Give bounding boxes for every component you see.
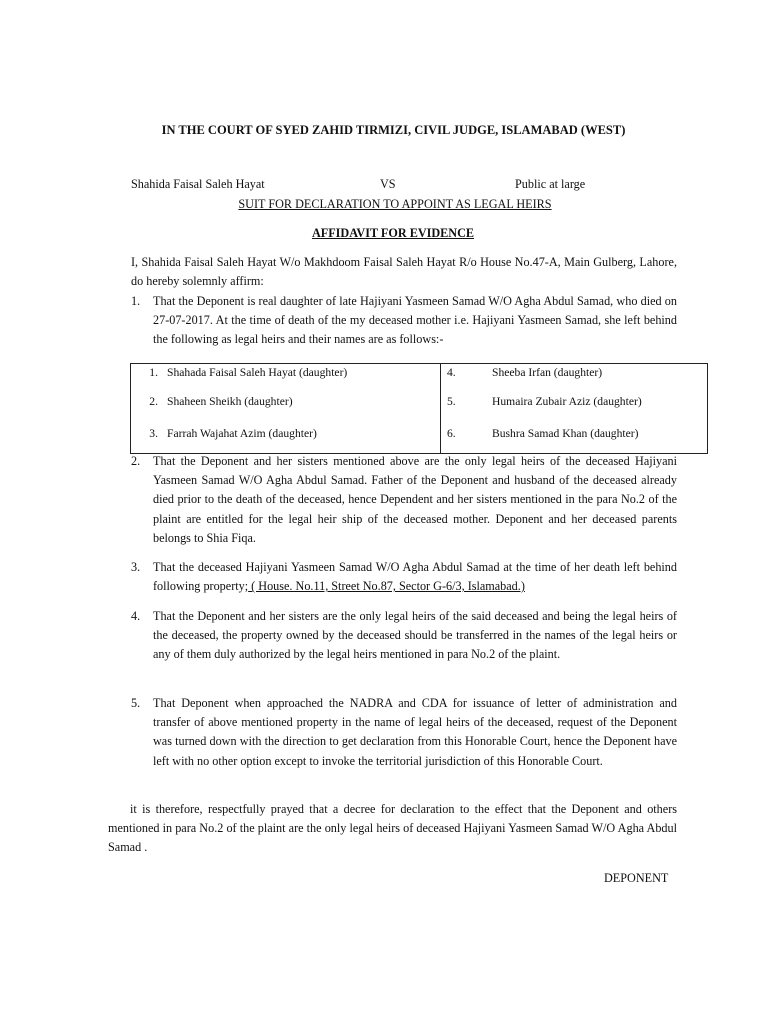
heir-name: Humaira Zubair Aziz (daughter) [492,395,642,408]
plaintiff-name: Shahida Faisal Saleh Hayat [131,177,265,191]
paragraph-text: That the Deponent is real daughter of late Hajiyani Yasmeen Samad W/O Agha Abdul Samad, who died on 27-07-2017. At the time of death of the my deceased mother i.e. Hajiyani Yasmeen Samad, she left behind the following as legal heirs and their names are as follows:- [153,294,677,347]
heir-number: 4. [447,366,456,379]
heir-number: 1. [149,366,158,379]
heir-name: Sheeba Irfan (daughter) [492,366,603,379]
paragraph-3 [131,558,677,596]
table-column-divider [440,364,441,453]
paragraph-number: 3. [131,560,141,574]
paragraph-text-main: That the deceased Hajiyani Yasmeen Samad W/O Agha Abdul Samad at the time of her death left behind following property; [153,560,677,594]
paragraph-number: 5. [131,696,141,710]
heir-name: Farrah Wajahat Azim (daughter) [167,427,317,440]
paragraph-5 [131,694,677,771]
paragraph-number: 4. [131,609,141,623]
defendant-name: Public at large [515,177,586,191]
heir-row [136,392,293,411]
suit-title: SUIT FOR DECLARATION TO APPOINT AS LEGAL HEIRS [238,197,552,211]
property-address: ( House. No.11, Street No.87, Sector G-6/3, Islamabad.) [248,579,525,594]
heir-number: 2. [149,395,158,408]
paragraph-text: That the Deponent and her sisters are the only legal heirs of the said deceased and being the legal heirs of the deceased, the property owned by the deceased should be transferred in the names of the legal heirs or any of them duly authorized by the legal heirs mentioned in para No.2 of the plaint. [153,609,677,662]
paragraph-number: 2. [131,454,141,468]
paragraph-1 [131,292,677,350]
heir-row [447,363,602,382]
paragraph-number: 1. [131,294,141,308]
heir-number: 5. [447,395,456,408]
heir-name: Shaheen Sheikh (daughter) [167,395,293,408]
heir-row [136,363,347,382]
heir-row [136,424,317,443]
document-heading: AFFIDAVIT FOR EVIDENCE [311,226,475,240]
versus-label: VS [380,177,396,191]
court-title: IN THE COURT OF SYED ZAHID TIRMIZI, CIVIL JUDGE, ISLAMABAD (WEST) [161,123,626,137]
signature-label: DEPONENT [604,871,669,885]
heir-name: Bushra Samad Khan (daughter) [492,427,639,440]
heir-number: 6. [447,427,456,440]
intro-paragraph: I, Shahida Faisal Saleh Hayat W/o Makhdoom Faisal Saleh Hayat R/o House No.47-A, Main Gulberg, Lahore, do hereby solemnly affirm: [131,255,677,289]
paragraph-text: That Deponent when approached the NADRA and CDA for issuance of letter of administration and transfer of above mentioned property in the name of legal heirs of the deceased, request of the Deponent was turned down with the direction to get declaration from this Honorable Court, hence the Deponent have left with no other option except to invoke the territorial jurisdiction of this Honorable Court. [153,696,677,768]
paragraph-4 [131,607,677,665]
heir-row [447,392,642,411]
paragraph-text [153,558,677,596]
heir-name: Shahada Faisal Saleh Hayat (daughter) [167,366,348,379]
paragraph-text: That the Deponent and her sisters mentioned above are the only legal heirs of the deceased Hajiyani Yasmeen Samad W/O Agha Abdul Samad. Father of the Deponent and husband of the deceased already died prior to the death of the deceased, hence Dependent and her sisters mentioned in the para No.2 of the plaint are entitled for the legal heir ship of the deceased mother. Deponent and her deceased parents belongs to Shia Fiqa. [153,454,677,545]
paragraph-2 [131,452,677,548]
legal-heirs-table [130,363,708,454]
heir-number: 3. [149,427,158,440]
heir-row [447,424,639,443]
prayer-paragraph: it is therefore, respectfully prayed that a decree for declaration to the effect that the Deponent and others mentioned in para No.2 of the plaint are the only legal heirs of deceased Hajiyani Yasmeen Samad W/O Agha Abdul Samad . [108,802,677,855]
